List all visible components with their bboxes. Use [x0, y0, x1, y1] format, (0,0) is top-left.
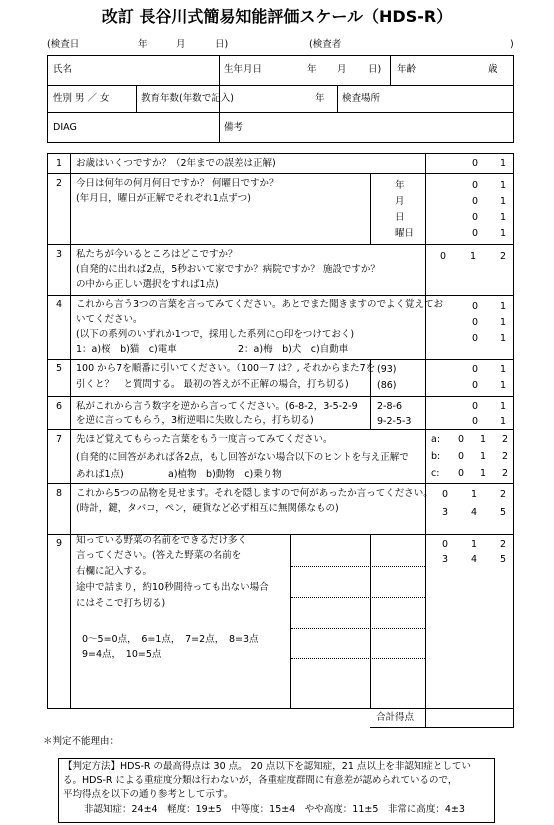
score-option[interactable]: 2	[502, 434, 509, 445]
score-option[interactable]: 1	[470, 251, 477, 262]
question-text: 100 から7を順番に引いてください。（100－7 は？, それからまた7を	[76, 363, 376, 374]
unable-reason-label: ＊判定不能理由：	[43, 736, 120, 747]
score-option[interactable]: 0	[458, 451, 465, 462]
score-option[interactable]: 1	[480, 468, 487, 479]
place-label: 検査場所	[342, 93, 381, 104]
sub-label-day: 日	[395, 212, 405, 223]
dob-day-label: 日)	[368, 64, 382, 75]
score-option[interactable]: 1	[500, 416, 507, 427]
question-note: あれば1点)	[76, 469, 124, 480]
score-option[interactable]: 0	[472, 333, 479, 344]
dob-year-label: 年	[307, 64, 317, 75]
question-number: 6	[56, 401, 63, 412]
name-label: 氏名	[53, 64, 73, 75]
score-option[interactable]: 2	[502, 451, 509, 462]
question-text: いてください。	[76, 314, 143, 325]
sub-label-a: a:	[431, 434, 441, 445]
score-option[interactable]: 0	[472, 380, 479, 391]
score-option[interactable]: 1	[500, 364, 507, 375]
score-option[interactable]: 2	[500, 251, 507, 262]
score-option[interactable]: 3	[442, 554, 449, 565]
question-note: 引くと？ と質問する。 最初の答えが不正解の場合，打ち切る)	[76, 379, 349, 390]
judgement-text: る。HDS-R による重症度分類は行わないが，各重症度群間に有意差が認められているので，	[63, 775, 458, 786]
score-option[interactable]: 0	[472, 364, 479, 375]
score-option[interactable]: 0	[472, 301, 479, 312]
question-number: 3	[56, 249, 63, 260]
score-option[interactable]: 0	[472, 401, 479, 412]
score-option[interactable]: 0	[472, 180, 479, 191]
score-option[interactable]: 0	[472, 196, 479, 207]
score-option[interactable]: 3	[442, 507, 449, 518]
score-option[interactable]: 0	[440, 251, 447, 262]
score-option[interactable]: 0	[442, 489, 449, 500]
score-option[interactable]: 1	[500, 180, 507, 191]
exam-year-label: 年	[138, 39, 148, 50]
sub-answer: (86)	[377, 380, 397, 391]
question-note: の中から正しい選択をすれば1点)	[76, 279, 219, 290]
question-note: を逆に言ってもらう，3桁逆唱に失敗したら，打ち切る)	[76, 415, 314, 426]
scoring-criteria: 9=4点， 10=5点	[82, 649, 162, 660]
score-option[interactable]: 2	[500, 489, 507, 500]
score-option[interactable]: 1	[500, 212, 507, 223]
note-label: 備考	[224, 122, 244, 133]
scoring-criteria: 0～5=0点， 6=1点， 7=2点， 8=3点	[82, 634, 259, 645]
score-option[interactable]: 1	[471, 539, 478, 550]
diag-label: DIAG	[53, 122, 77, 133]
score-option[interactable]: 1	[500, 158, 507, 169]
score-option[interactable]: 4	[471, 554, 478, 565]
question-note: (自発的に回答があれば各2点，もし回答がない場合以下のヒントを与え正解で	[76, 452, 409, 463]
examiner-close: )	[510, 39, 514, 50]
dob-month-label: 月	[337, 64, 347, 75]
score-option[interactable]: 0	[472, 416, 479, 427]
question-text: 私たちが今いるところはどこですか？	[76, 249, 238, 260]
score-option[interactable]: 1	[500, 317, 507, 328]
score-option[interactable]: 1	[480, 451, 487, 462]
exam-day-label: 日)	[215, 39, 229, 50]
score-option[interactable]: 1	[480, 434, 487, 445]
sub-label-year: 年	[395, 180, 405, 191]
score-option[interactable]: 1	[471, 489, 478, 500]
question-number: 7	[56, 434, 63, 445]
sub-answer: 9-2-5-3	[377, 416, 412, 427]
question-text: これから言う3つの言葉を言ってみてください。あとでまた聞きますのでよく覚えてお	[76, 299, 444, 310]
question-number: 1	[56, 158, 63, 169]
education-label: 教育年数(年数で記入)	[141, 93, 234, 104]
question-text: 知っている野菜の名前をできるだけ多く	[76, 535, 248, 546]
education-unit: 年	[315, 93, 325, 104]
total-score-label: 合計得点	[376, 712, 415, 723]
question-text: これから5つの品物を見せます。それを隠しますので何があったか言ってください。	[76, 488, 433, 499]
score-option[interactable]: 5	[500, 554, 507, 565]
score-option[interactable]: 2	[502, 468, 509, 479]
word-series-1: 1：a)桜 b)猫 c)電車	[76, 344, 177, 355]
question-note: 途中で詰まり，約10秒間待っても出ない場合	[76, 582, 269, 593]
score-option[interactable]: 4	[471, 507, 478, 518]
sub-answer: (93)	[377, 364, 397, 375]
question-note: (年月日，曜日が正解でそれぞれ1点ずつ)	[76, 193, 251, 204]
sub-label-month: 月	[395, 196, 405, 207]
score-option[interactable]: 0	[442, 539, 449, 550]
question-text: 私がこれから言う数字を逆から言ってください。(6-8-2，3-5-2-9	[76, 401, 358, 412]
exam-month-label: 月	[176, 39, 186, 50]
sub-label-c: c:	[431, 468, 440, 479]
examiner-label: (検査者	[309, 39, 342, 50]
question-number: 5	[56, 363, 63, 374]
question-number: 9	[56, 538, 63, 549]
score-option[interactable]: 1	[500, 380, 507, 391]
question-text: 今日は何年の何月何日ですか？ 何曜日ですか？	[76, 178, 279, 189]
question-note: (時計，鍵，タバコ，ペン，硬貨など必ず相互に無関係なもの)	[76, 503, 339, 514]
score-option[interactable]: 0	[472, 317, 479, 328]
score-option[interactable]: 0	[472, 212, 479, 223]
question-note: にはそこで打ち切る)	[76, 598, 166, 609]
judgement-text: 平均得点を以下の通り参考として示す。	[63, 789, 234, 800]
sub-label-weekday: 曜日	[395, 228, 415, 239]
score-option[interactable]: 0	[458, 468, 465, 479]
sub-label-b: b:	[431, 451, 441, 462]
question-number: 2	[56, 178, 63, 189]
score-option[interactable]: 1	[500, 228, 507, 239]
question-number: 4	[56, 299, 63, 310]
score-option[interactable]: 0	[472, 228, 479, 239]
score-option[interactable]: 1	[500, 401, 507, 412]
question-note: (以下の系列のいずれか1つで，採用した系列に○印をつけておく)	[76, 329, 355, 340]
age-label: 年齢	[397, 64, 417, 75]
question-number: 8	[56, 488, 63, 499]
sex-label: 性別 男 ／ 女	[53, 93, 110, 104]
question-note: (自発的に出れば2点，5秒おいて家ですか？病院ですか？ 施設ですか？	[76, 264, 380, 275]
score-option[interactable]: 0	[472, 158, 479, 169]
exam-date-label: (検査日	[47, 39, 80, 50]
judgement-text: 【判定方法】HDS-R の最高得点は 30 点。 20 点以下を認知症，21 点以上を非認知症としてい	[63, 761, 471, 772]
word-series-2: 2：a)梅 b)犬 c)自動車	[238, 344, 349, 355]
dob-label: 生年月日	[224, 64, 263, 75]
question-text: 先ほど覚えてもらった言葉をもう一度言ってみてください。	[76, 434, 333, 445]
score-option[interactable]: 5	[500, 507, 507, 518]
page-title: 改訂 長谷川式簡易知能評価スケール（HDS-R）	[101, 7, 453, 26]
score-option[interactable]: 2	[500, 539, 507, 550]
score-option[interactable]: 0	[458, 434, 465, 445]
question-text: 言ってください。(答えた野菜の名前を	[76, 550, 242, 561]
hint-list: a)植物 b)動物 c)乗り物	[168, 469, 282, 480]
age-unit: 歳	[488, 64, 498, 75]
score-option[interactable]: 1	[500, 196, 507, 207]
question-text: お歳はいくつですか？（2年までの誤差は正解)	[76, 158, 276, 169]
average-scores: 非認知症：24±4 軽度：19±5 中等度：15±4 やや高度：11±5 非常に高度：4±3	[84, 804, 465, 815]
sub-answer: 2-8-6	[377, 401, 402, 412]
score-option[interactable]: 1	[500, 301, 507, 312]
question-note: 右欄に記入する。	[76, 566, 153, 577]
score-option[interactable]: 1	[500, 333, 507, 344]
